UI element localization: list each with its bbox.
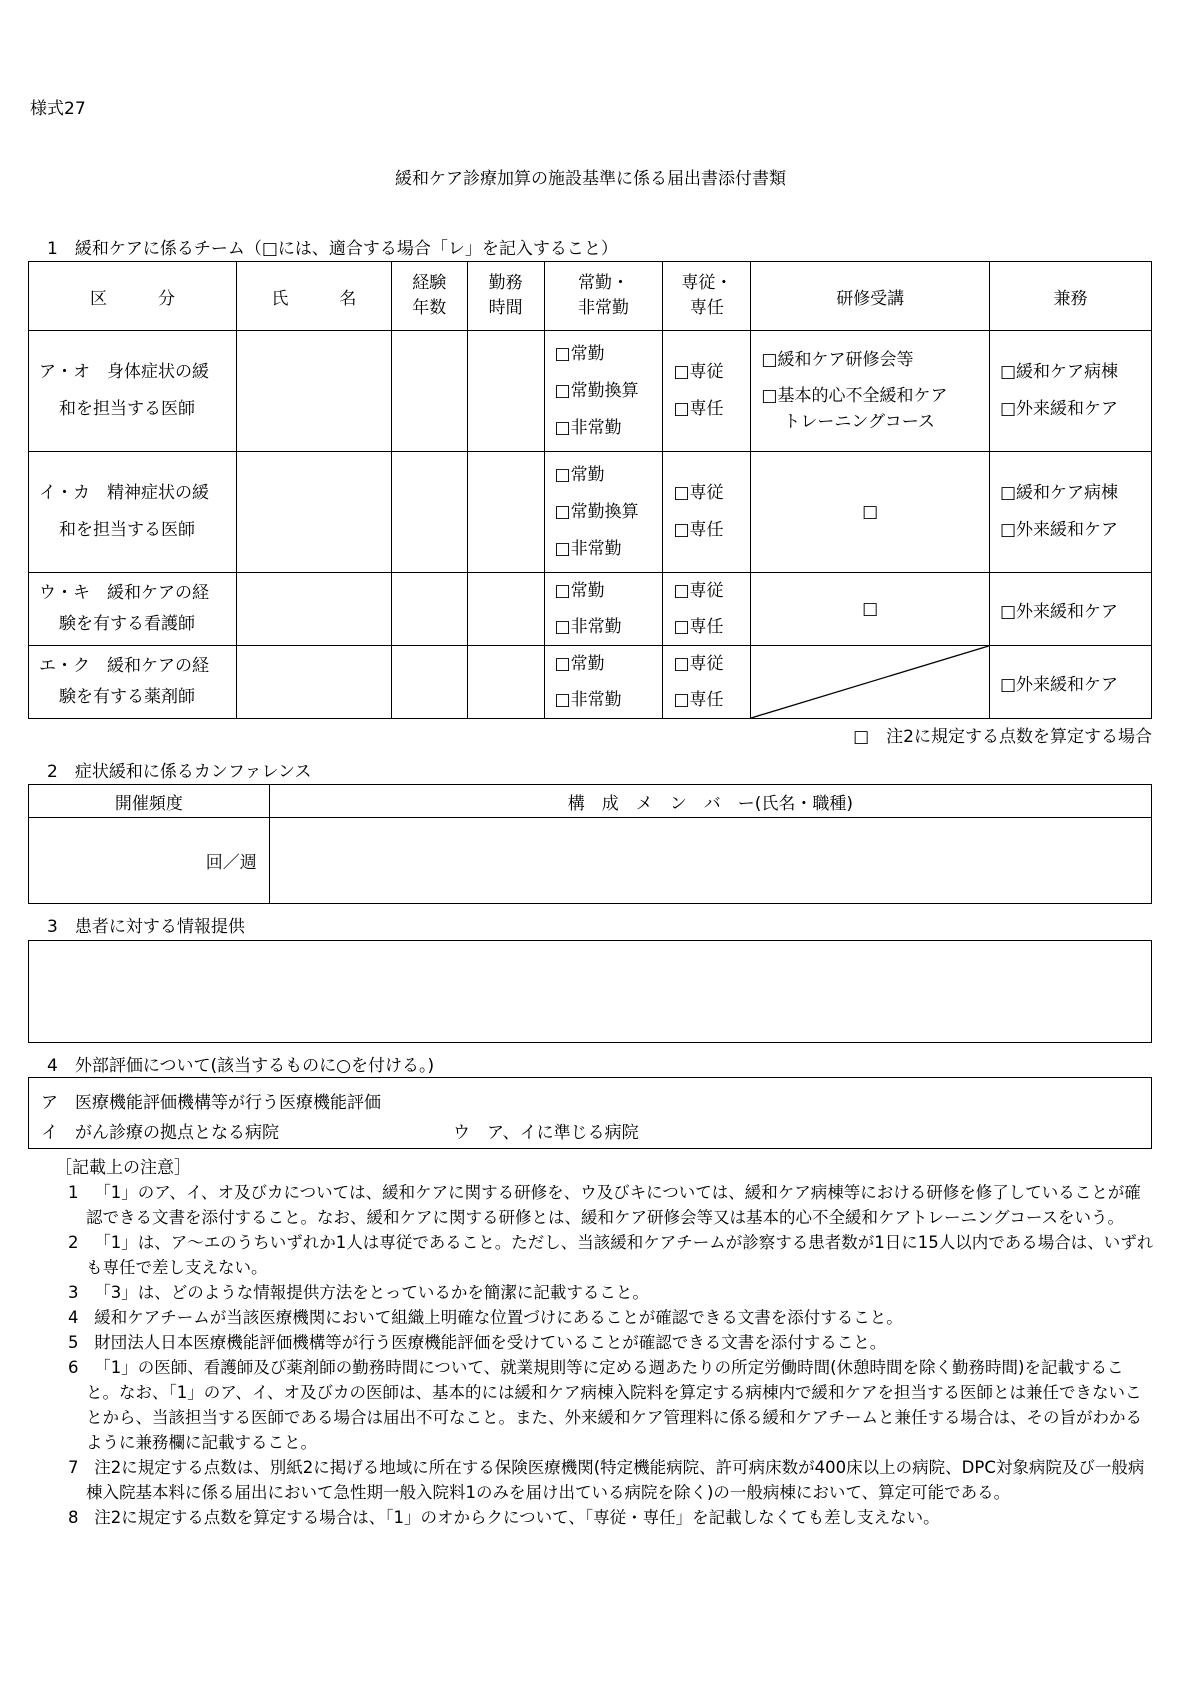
- hours-cell[interactable]: [467, 573, 544, 646]
- list-item: 7 注2に規定する点数は、別紙2に掲げる地域に所在する保険医療機関(特定機能病院、許可病床数が400床以上の病院、DPC対象病院及び一般病棟入院基本料に係る届出において急性期一般入院料1のみを届け出ている病院を除く)の一般病棟において、算定可能である。: [68, 1458, 1145, 1502]
- name-cell[interactable]: [236, 331, 391, 452]
- kenmu-check[interactable]: □外来緩和ケア: [990, 646, 1152, 719]
- external-eval-box: [28, 1077, 1152, 1149]
- eval-option-u[interactable]: ウ ア、イに準じる病院: [453, 1123, 639, 1143]
- header-members: 構 成 メ ン バ ー(氏名・職種): [269, 785, 1151, 818]
- section3-heading: 3 患者に対する情報提供: [47, 917, 245, 937]
- diagonal-slash: [751, 646, 989, 718]
- hours-cell[interactable]: [467, 452, 544, 573]
- years-cell[interactable]: [391, 452, 467, 573]
- header-frequency: 開催頻度: [29, 785, 270, 818]
- row-label: ア・オ 身体症状の緩 和を担当する医師: [29, 331, 237, 452]
- name-cell[interactable]: [236, 573, 391, 646]
- table-row: [29, 646, 1152, 719]
- kenmu-check[interactable]: □外来緩和ケア: [990, 573, 1152, 646]
- hours-cell[interactable]: [467, 331, 544, 452]
- senju-checks[interactable]: □専従 □専任: [663, 646, 751, 719]
- senju-checks[interactable]: □専従 □専任: [663, 573, 751, 646]
- kenshu-na-cell: [751, 646, 990, 719]
- row-label: イ・カ 精神症状の緩 和を担当する医師: [29, 452, 237, 573]
- section4-heading: 4 外部評価について(該当するものに○を付ける。): [47, 1056, 435, 1076]
- hours-cell[interactable]: [467, 646, 544, 719]
- section1-heading: 1 緩和ケアに係るチーム（□には、適合する場合「レ」を記入すること）: [47, 239, 618, 259]
- kenmu-checks[interactable]: □緩和ケア病棟 □外来緩和ケア: [990, 331, 1152, 452]
- list-item: 4 緩和ケアチームが当該医療機関において組織上明確な位置づけにあることが確認できる文書を添付すること。: [68, 1308, 903, 1327]
- list-item: 2 「1」は、ア～エのうちいずれか1人は専従であること。ただし、当該緩和ケアチームが診察する患者数が1日に15人以内である場合は、いずれも専任で差し支えない。: [68, 1233, 1154, 1277]
- team-table-header: [29, 262, 1152, 331]
- table-row: [29, 452, 1152, 573]
- list-item: 8 注2に規定する点数を算定する場合は、「1」のオからクについて、「専従・専任」を記載しなくても差し支えない。: [68, 1508, 940, 1527]
- form-number: 様式27: [30, 99, 86, 119]
- team-table: [28, 261, 1152, 719]
- years-cell[interactable]: [391, 573, 467, 646]
- info-provision-field[interactable]: [28, 940, 1152, 1043]
- kenshu-checkbox[interactable]: □: [751, 452, 990, 573]
- row-label: エ・ク 緩和ケアの経 験を有する薬剤師: [29, 646, 237, 719]
- note2-checkbox[interactable]: □ 注2に規定する点数を算定する場合: [853, 727, 1152, 747]
- senju-checks[interactable]: □専従 □専任: [663, 331, 751, 452]
- list-item: 1 「1」のア、イ、オ及びカについては、緩和ケアに関する研修を、ウ及びキについては、緩和ケア病棟等における研修を修了していることが確認できる文書を添付すること。なお、緩和ケアに関する研修とは、緩和ケア研修会等又は基本的心不全緩和ケアトレーニングコースをいう。: [68, 1183, 1141, 1227]
- jokin-checks[interactable]: □常勤 □非常勤: [544, 646, 663, 719]
- notes-list: [60, 1180, 1155, 1530]
- name-cell[interactable]: [236, 646, 391, 719]
- senju-checks[interactable]: □専従 □専任: [663, 452, 751, 573]
- kenshu-checkbox[interactable]: □: [751, 573, 990, 646]
- name-cell[interactable]: [236, 452, 391, 573]
- page-title: 緩和ケア診療加算の施設基準に係る届出書添付書類: [395, 169, 786, 189]
- list-item: 5 財団法人日本医療機能評価機構等が行う医療機能評価を受けていることが確認できる文書を添付すること。: [68, 1333, 887, 1352]
- table-row: [29, 331, 1152, 452]
- header-kubun: 区 分: [29, 262, 237, 331]
- frequency-field[interactable]: 回／週: [29, 818, 270, 904]
- conference-table: [28, 784, 1152, 904]
- header-kenshu: 研修受講: [751, 262, 990, 331]
- years-cell[interactable]: [391, 646, 467, 719]
- header-keiken: 経験 年数: [391, 262, 467, 331]
- eval-option-a[interactable]: ア 医療機能評価機構等が行う医療機能評価: [41, 1093, 381, 1113]
- eval-option-i[interactable]: イ がん診療の拠点となる病院: [41, 1123, 279, 1143]
- jokin-checks[interactable]: □常勤 □常勤換算 □非常勤: [544, 331, 663, 452]
- jokin-checks[interactable]: □常勤 □非常勤: [544, 573, 663, 646]
- notes-heading: ［記載上の注意］: [55, 1158, 191, 1178]
- row-label: ウ・キ 緩和ケアの経 験を有する看護師: [29, 573, 237, 646]
- header-kenmu: 兼務: [990, 262, 1152, 331]
- years-cell[interactable]: [391, 331, 467, 452]
- section2-heading: 2 症状緩和に係るカンファレンス: [47, 762, 312, 782]
- list-item: 3 「3」は、どのような情報提供方法をとっているかを簡潔に記載すること。: [68, 1283, 649, 1302]
- kenmu-checks[interactable]: □緩和ケア病棟 □外来緩和ケア: [990, 452, 1152, 573]
- table-row: [29, 573, 1152, 646]
- kenshu-checks[interactable]: □緩和ケア研修会等 □基本的心不全緩和ケア トレーニングコース: [751, 331, 990, 452]
- header-senju: 専従・ 専任: [663, 262, 751, 331]
- header-kinmu: 勤務 時間: [467, 262, 544, 331]
- header-shimei: 氏 名: [236, 262, 391, 331]
- members-field[interactable]: [269, 818, 1151, 904]
- jokin-checks[interactable]: □常勤 □常勤換算 □非常勤: [544, 452, 663, 573]
- list-item: 6 「1」の医師、看護師及び薬剤師の勤務時間について、就業規則等に定める週あたりの所定労働時間(休憩時間を除く勤務時間)を記載すること。なお、「1」のア、イ、オ及びカの医師は、基本的には緩和ケア病棟入院料を算定する病棟内で緩和ケアを担当する医師とは兼任できないことから、当該担当する医師である場合は届出不可なこと。また、外来緩和ケア管理料に係る緩和ケアチームと兼任する場合は、その旨がわかるように兼務欄に記載すること。: [68, 1358, 1142, 1452]
- header-jokin: 常勤・ 非常勤: [544, 262, 663, 331]
